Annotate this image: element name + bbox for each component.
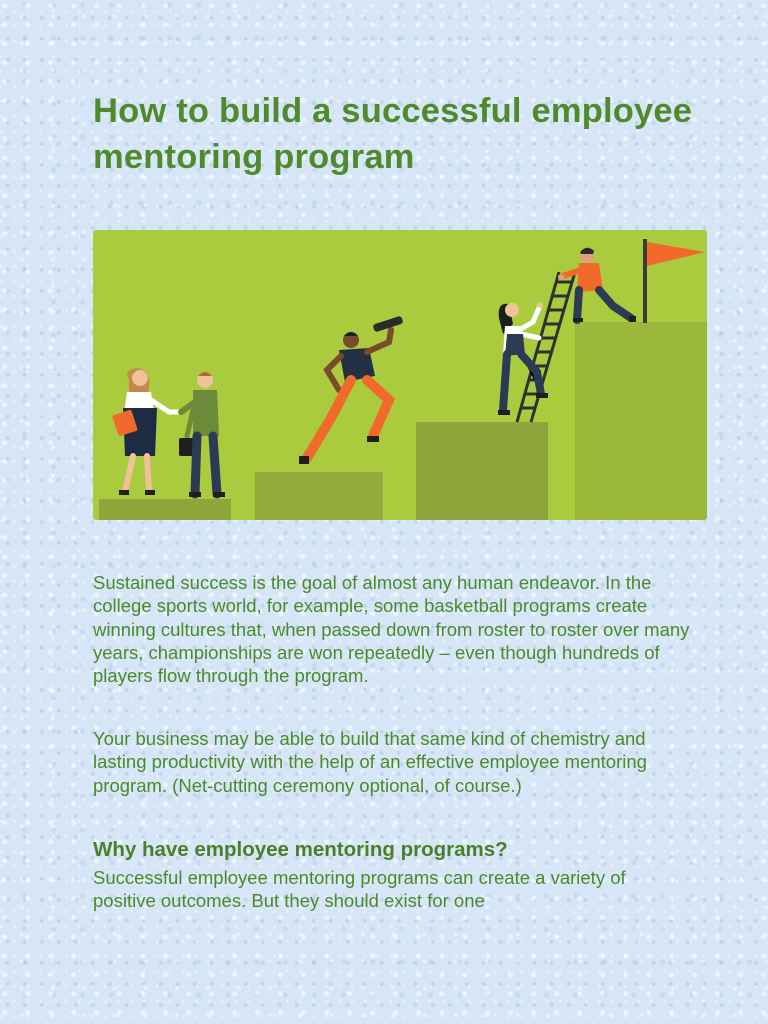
section-paragraph: Successful employee mentoring programs can create a variety of positive outcomes. But they should exist for one [93, 867, 626, 912]
section-heading: Why have employee mentoring programs? [93, 838, 508, 861]
mentoring-steps-illustration [93, 230, 707, 520]
step-4 [575, 322, 707, 520]
step-2 [255, 472, 383, 520]
step-1 [99, 499, 231, 520]
hero-illustration [93, 230, 707, 520]
intro-paragraph-1: Sustained success is the goal of almost any human endeavor. In the college sports world, for example, some basketball programs create winning cultures that, when passed down from roster to roster over many years, championships are won repeatedly – even though hundreds of players flow through the program. [93, 572, 690, 687]
intro-paragraph-2: Your business may be able to build that same kind of chemistry and lasting productivity with the help of an effective employee mentoring program. (Net-cutting ceremony optional, of course.) [93, 728, 647, 796]
article-title: How to build a successful employee mentoring program [93, 92, 693, 176]
step-3 [416, 422, 548, 520]
